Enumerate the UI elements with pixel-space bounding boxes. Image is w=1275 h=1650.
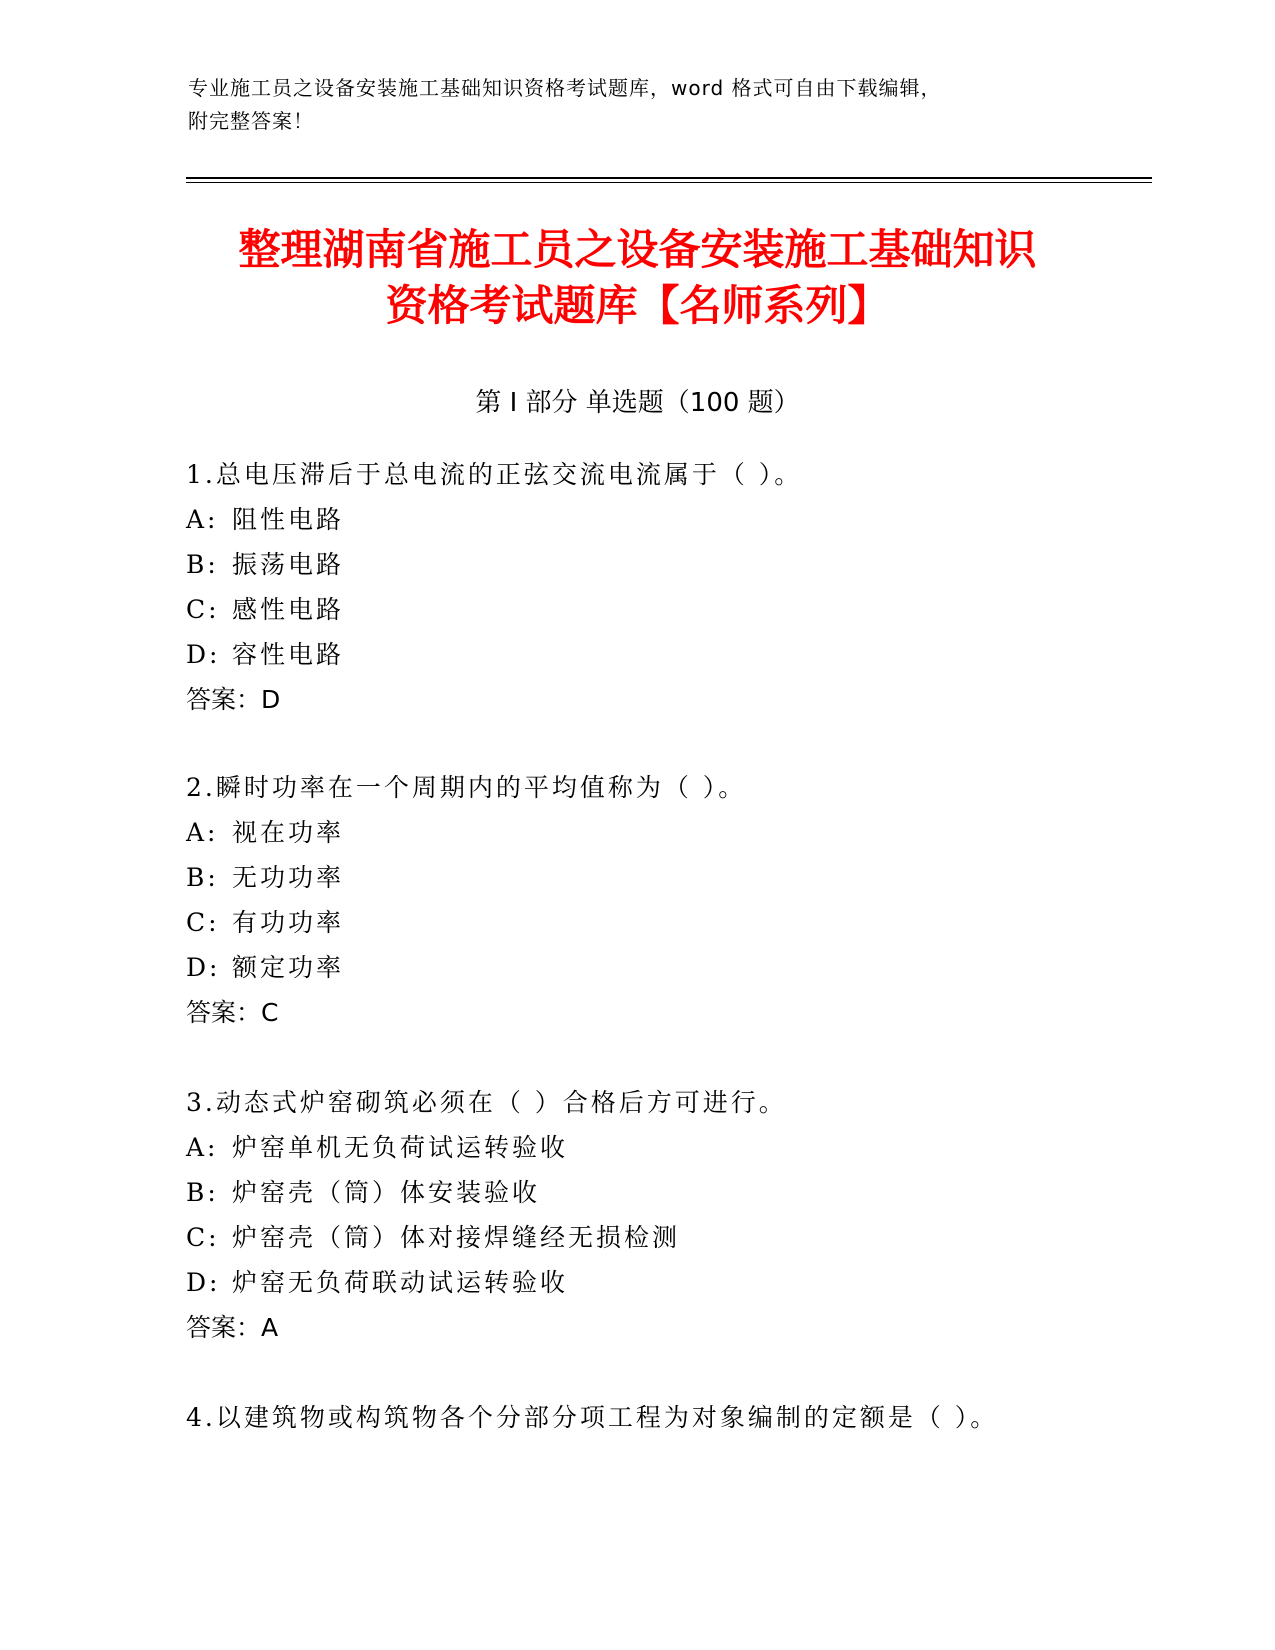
option-b	[186, 1170, 1136, 1215]
option-text: 阻性电路	[232, 505, 345, 534]
header-divider-thick	[186, 177, 1152, 179]
option-text: 无功功率	[232, 863, 345, 892]
option-c	[186, 1215, 1136, 1260]
document-title	[150, 222, 1125, 334]
answer-key: 答案：A	[186, 1313, 279, 1342]
option-letter: C:	[186, 1223, 220, 1252]
option-a	[186, 1125, 1136, 1170]
option-b	[186, 542, 1136, 587]
option-text: 炉窑壳（筒）体对接焊缝经无损检测	[232, 1223, 681, 1252]
document-header-note	[188, 72, 1088, 138]
question-1	[186, 452, 1136, 722]
option-c	[186, 900, 1136, 945]
option-letter: A:	[186, 1133, 219, 1162]
answer-key: 答案：D	[186, 685, 281, 714]
question-stem: 1.总电压滞后于总电流的正弦交流电流属于（ ）。	[186, 460, 803, 489]
question-2	[186, 765, 1136, 1035]
question-3	[186, 1080, 1136, 1350]
option-text: 有功功率	[232, 908, 345, 937]
option-text: 感性电路	[232, 595, 345, 624]
option-text: 额定功率	[232, 953, 345, 982]
title-line-2: 资格考试题库【名师系列】	[385, 281, 890, 330]
option-letter: B:	[186, 1178, 219, 1207]
answer-key: 答案：C	[186, 998, 279, 1027]
option-letter: B:	[186, 863, 219, 892]
header-note-line-2: 附完整答案！	[188, 109, 314, 133]
option-letter: D:	[186, 1268, 221, 1297]
option-text: 容性电路	[232, 640, 345, 669]
title-line-1: 整理湖南省施工员之设备安装施工基础知识	[238, 225, 1037, 274]
question-stem: 3.动态式炉窑砌筑必须在（ ）合格后方可进行。	[186, 1088, 787, 1117]
option-letter: A:	[186, 505, 219, 534]
option-letter: D:	[186, 953, 221, 982]
header-note-line-1: 专业施工员之设备安装施工基础知识资格考试题库，word 格式可自由下载编辑，	[188, 76, 942, 100]
option-letter: D:	[186, 640, 221, 669]
option-text: 振荡电路	[232, 550, 345, 579]
section-heading: 第 I 部分 单选题（100 题）	[475, 388, 800, 418]
option-d	[186, 1260, 1136, 1305]
option-b	[186, 855, 1136, 900]
option-d	[186, 945, 1136, 990]
header-divider-thin	[186, 182, 1152, 183]
option-text: 炉窑壳（筒）体安装验收	[232, 1178, 541, 1207]
option-c	[186, 587, 1136, 632]
option-a	[186, 810, 1136, 855]
option-d	[186, 632, 1136, 677]
question-stem: 2.瞬时功率在一个周期内的平均值称为（ ）。	[186, 773, 747, 802]
option-letter: A:	[186, 818, 219, 847]
option-a	[186, 497, 1136, 542]
option-text: 炉窑无负荷联动试运转验收	[232, 1268, 569, 1297]
option-text: 视在功率	[232, 818, 345, 847]
option-letter: C:	[186, 908, 220, 937]
option-text: 炉窑单机无负荷试运转验收	[232, 1133, 569, 1162]
option-letter: C:	[186, 595, 220, 624]
option-letter: B:	[186, 550, 219, 579]
question-4	[186, 1395, 1136, 1440]
question-stem: 4.以建筑物或构筑物各个分部分项工程为对象编制的定额是（ ）。	[186, 1403, 999, 1432]
